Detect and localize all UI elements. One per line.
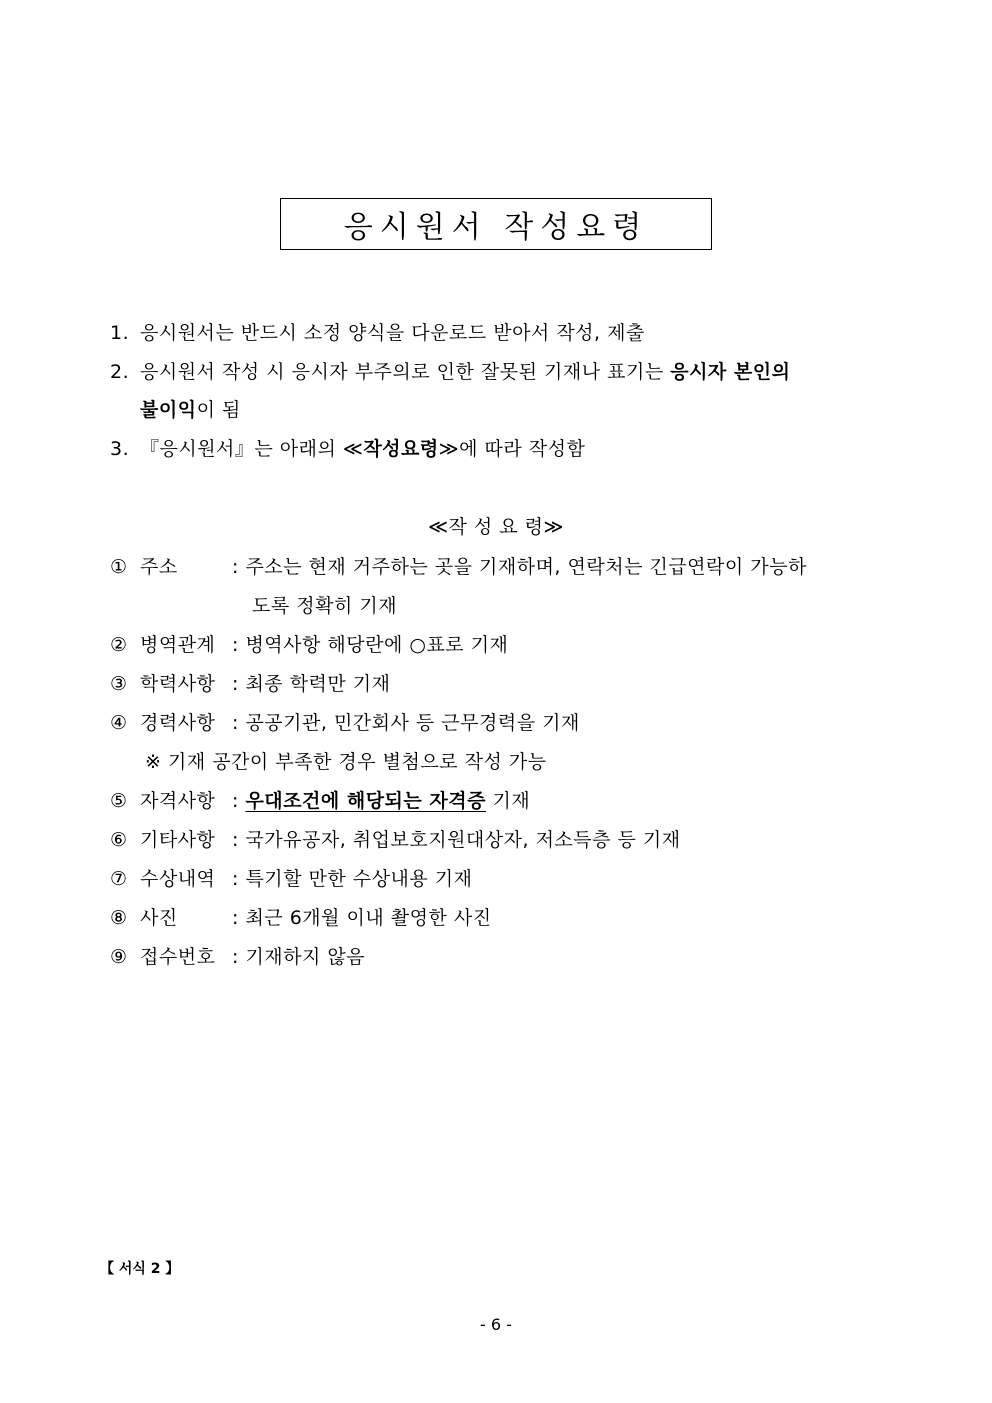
item-label: 병역관계: [140, 634, 216, 656]
item-number: ⑤: [110, 790, 128, 812]
guide-item: [110, 828, 681, 852]
guide-item: [110, 906, 492, 930]
colon: :: [232, 829, 246, 851]
item-label: 사진: [140, 907, 178, 929]
item-text: 기재: [485, 790, 531, 812]
item-label: 기타사항: [140, 829, 216, 851]
num: 1.: [110, 322, 130, 344]
colon: :: [232, 556, 246, 578]
guide-heading: [0, 515, 992, 539]
colon: :: [232, 673, 246, 695]
guide-item: [110, 672, 391, 696]
item-number: ⑦: [110, 868, 128, 890]
item-text: 특기할 만한 수상내용 기재: [245, 868, 473, 890]
item-number: ①: [110, 556, 128, 578]
item-number: ⑨: [110, 946, 128, 968]
num: 2.: [110, 361, 130, 383]
heading-text: ≪작 성 요 령≫: [428, 516, 564, 538]
item-number: ⑧: [110, 907, 128, 929]
colon: :: [232, 946, 246, 968]
instruction-1: [110, 321, 645, 345]
guide-note: ※ 기재 공간이 부족한 경우 별첨으로 작성 가능: [145, 751, 547, 773]
page-title: [280, 198, 712, 250]
item-label: 학력사항: [140, 673, 216, 695]
item-number: ③: [110, 673, 128, 695]
num: 3.: [110, 438, 130, 460]
guide-item: [110, 633, 508, 657]
text: 응시원서 작성 시 응시자 부주의로 인한 잘못된 기재나 표기는: [140, 361, 671, 383]
page-number: - 6 -: [480, 1315, 512, 1334]
colon: :: [232, 712, 246, 734]
item-number: ⑥: [110, 829, 128, 851]
item-number: ②: [110, 634, 128, 656]
bold-text: 작성요령: [363, 438, 439, 460]
bold-text: 응시자 본인의: [670, 361, 791, 383]
item-label: 주소: [140, 556, 178, 578]
title-text: 응시원서 작성요령: [343, 210, 649, 245]
text: 『응시원서』는 아래의 ≪: [140, 438, 364, 460]
item-text: 병역사항 해당란에 ○표로 기재: [245, 634, 509, 656]
colon: :: [232, 907, 246, 929]
text: 이 됨: [196, 399, 241, 421]
guide-item: [110, 945, 365, 969]
item-text: 국가유공자, 취업보호지원대상자, 저소득층 등 기재: [245, 829, 681, 851]
guide-item-cont: 도록 정확히 기재: [252, 595, 398, 617]
instruction-2: [110, 360, 790, 384]
item-text: 최근 6개월 이내 촬영한 사진: [245, 907, 492, 929]
instruction-2-cont: [140, 398, 241, 422]
colon: :: [232, 868, 246, 890]
item-number: ④: [110, 712, 128, 734]
item-text: 공공기관, 민간회사 등 근무경력을 기재: [245, 712, 580, 734]
guide-item: [110, 789, 530, 813]
text: 응시원서는 반드시 소정 양식을 다운로드 받아서 작성, 제출: [140, 322, 645, 344]
item-label: 경력사항: [140, 712, 216, 734]
text: ≫에 따라 작성함: [438, 438, 586, 460]
item-text: 기재하지 않음: [245, 946, 366, 968]
instruction-3: [110, 437, 585, 461]
colon: :: [232, 634, 246, 656]
guide-item: [110, 867, 472, 891]
colon: :: [232, 790, 246, 812]
guide-item: [110, 711, 580, 735]
item-label: 수상내역: [140, 868, 216, 890]
item-label: 접수번호: [140, 946, 216, 968]
underlined-text: 우대조건에 해당되는 자격증: [245, 790, 486, 812]
form-tag: 【 서식 2 】: [100, 1261, 180, 1277]
item-text: 최종 학력만 기재: [245, 673, 391, 695]
guide-item: [110, 555, 807, 579]
item-text: 주소는 현재 거주하는 곳을 기재하며, 연락처는 긴급연락이 가능하: [245, 556, 807, 578]
item-label: 자격사항: [140, 790, 216, 812]
bold-text: 불이익: [140, 399, 197, 421]
